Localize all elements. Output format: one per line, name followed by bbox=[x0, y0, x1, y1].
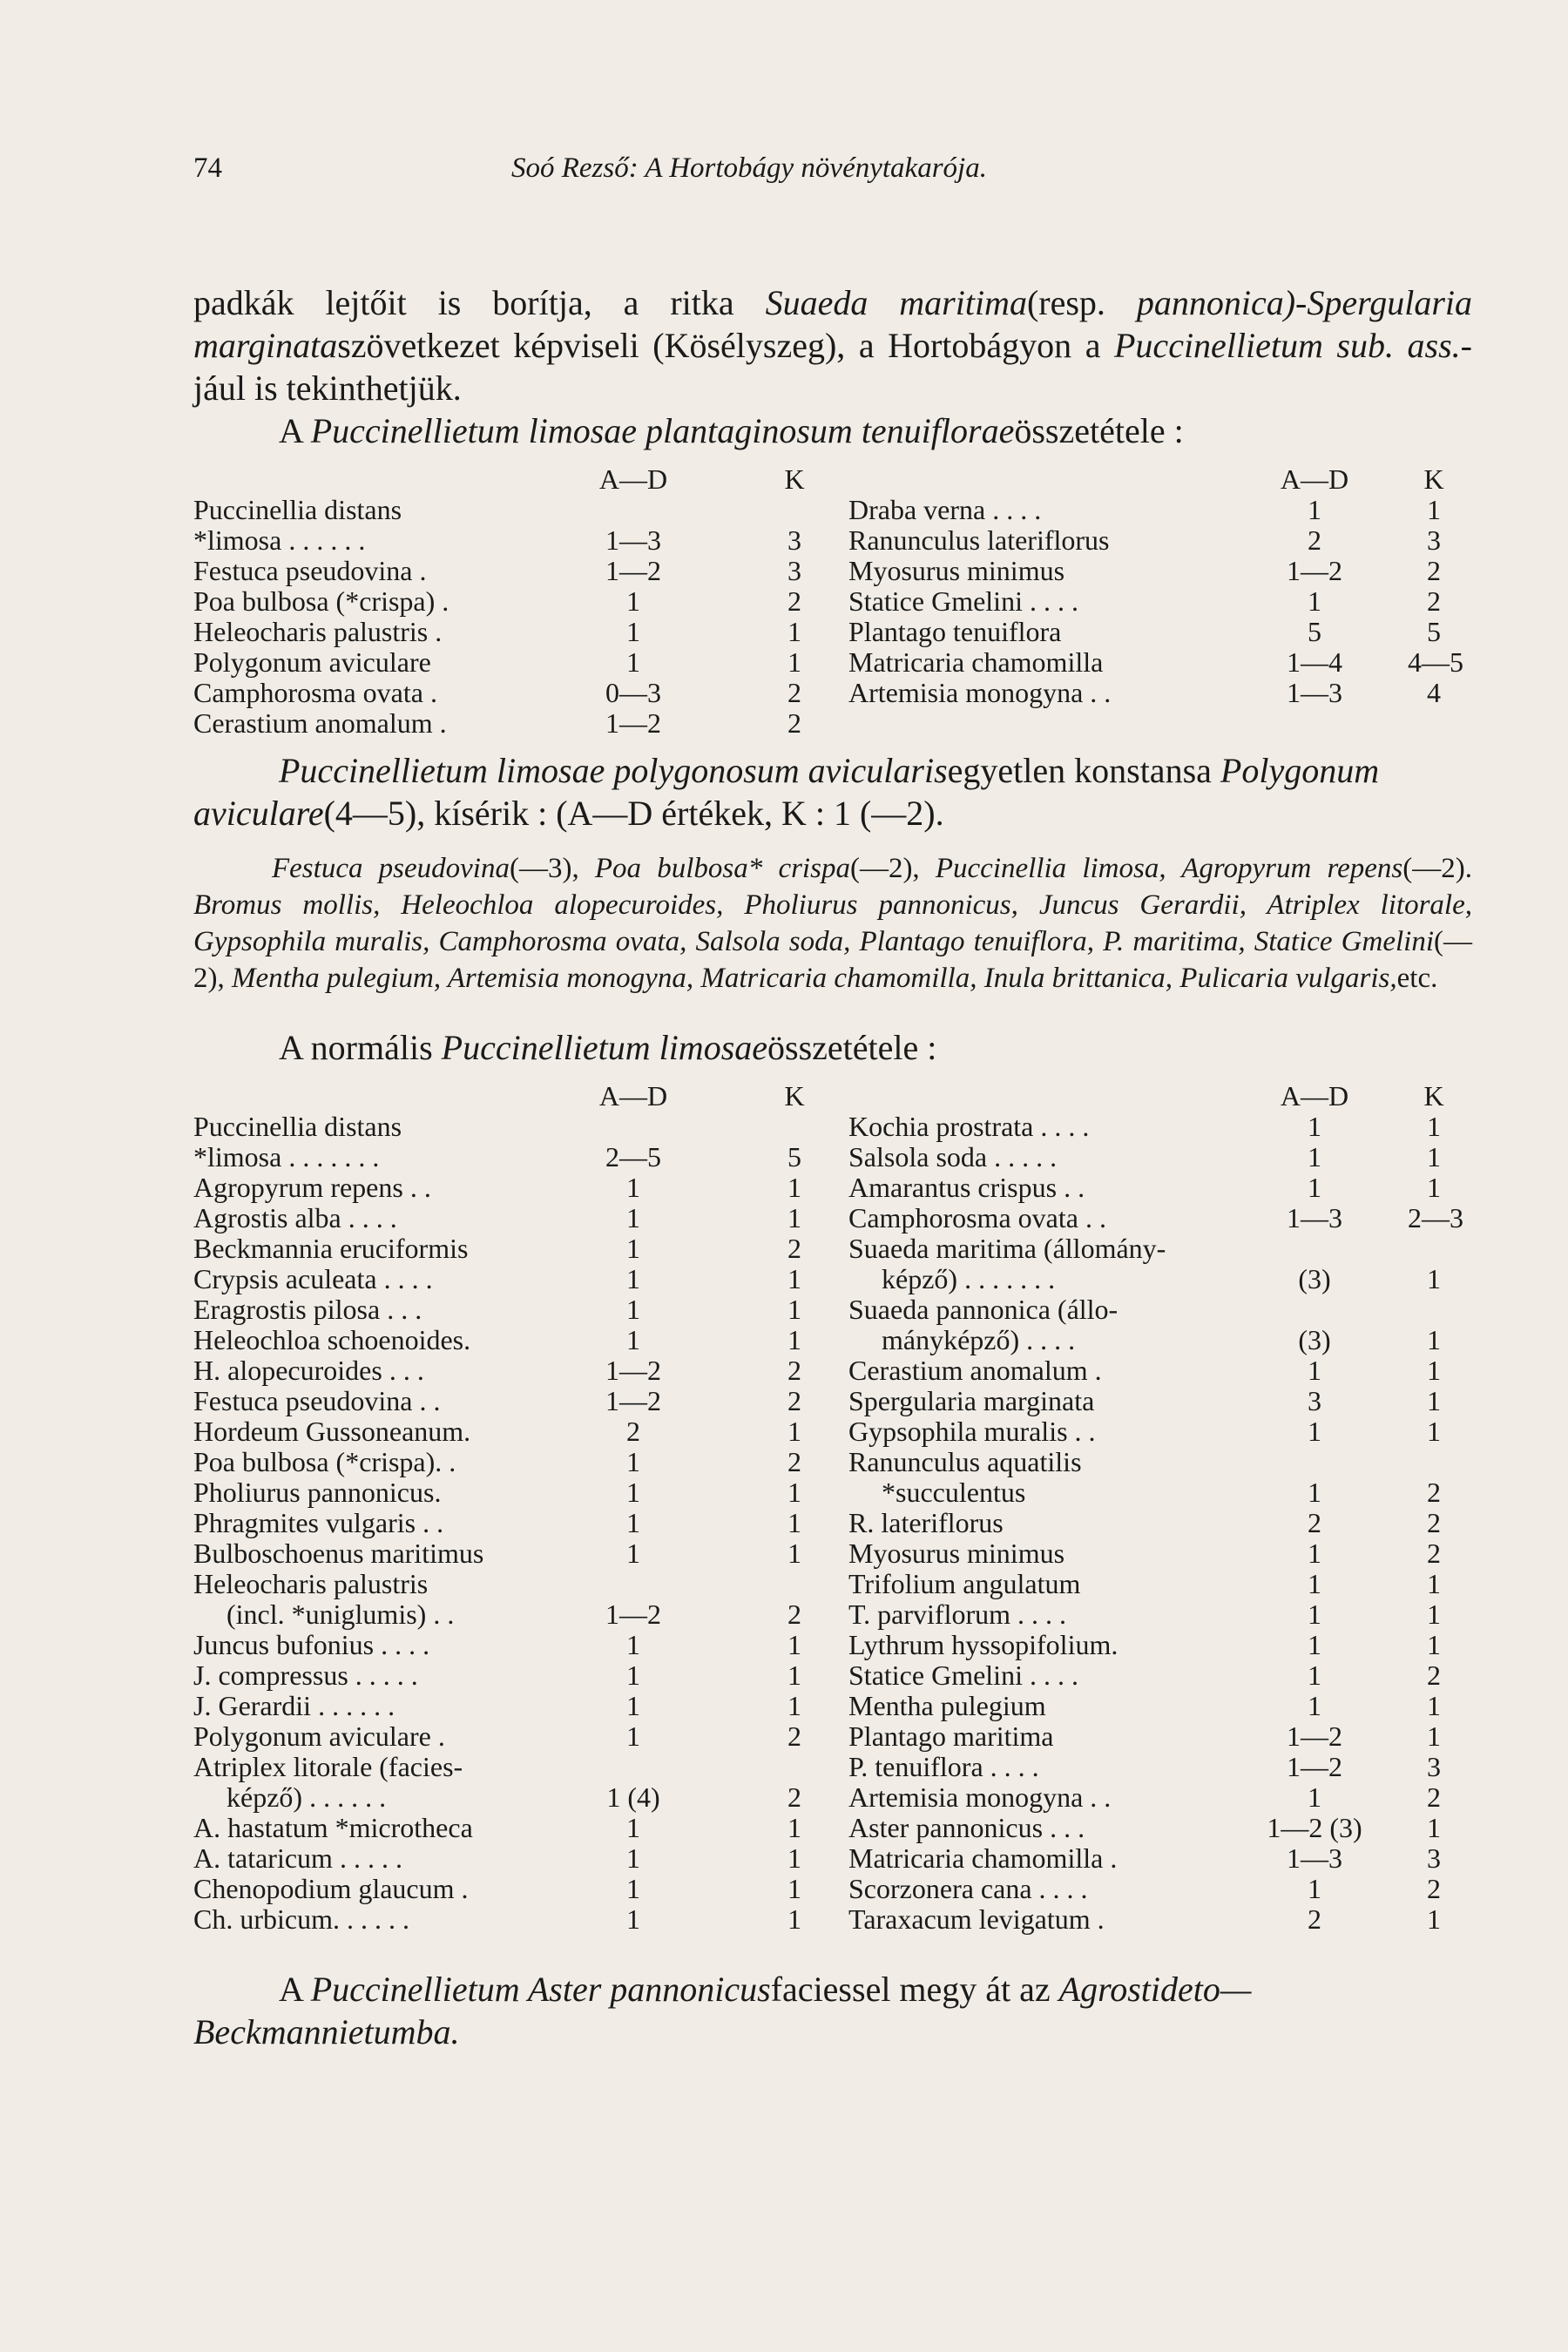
species-name: (incl. *uniglumis) . . bbox=[226, 1598, 455, 1630]
table1-left-column bbox=[193, 464, 829, 739]
species-name: Plantago tenuiflora bbox=[848, 616, 1062, 647]
k-value: 2 bbox=[787, 1233, 801, 1264]
table-row bbox=[848, 1477, 1472, 1508]
ad-value: (3) bbox=[1298, 1263, 1331, 1294]
col-header-ad: A—D bbox=[598, 1080, 668, 1112]
table-row bbox=[848, 1660, 1472, 1691]
ad-value: 1 bbox=[626, 1477, 640, 1508]
table-row bbox=[848, 678, 1472, 708]
ad-value: (3) bbox=[1298, 1324, 1331, 1355]
table-row bbox=[848, 647, 1472, 678]
ad-value: 1 bbox=[626, 1202, 640, 1233]
species-name: P. tenuiflora . . . . bbox=[848, 1751, 1039, 1782]
k-value: 2 bbox=[787, 1446, 801, 1477]
ad-value: 1 bbox=[1308, 1538, 1321, 1569]
k-value: 2 bbox=[787, 677, 801, 708]
species-name: Spergularia marginata bbox=[848, 1385, 1095, 1416]
k-value: 3 bbox=[1427, 1751, 1441, 1782]
species-name: Myosurus minimus bbox=[848, 1538, 1065, 1569]
table-row bbox=[848, 1355, 1472, 1386]
k-value: 1 bbox=[787, 646, 801, 678]
species-name: Poa bulbosa (*crispa) . bbox=[193, 585, 449, 617]
ad-value: 1—2 bbox=[605, 1355, 661, 1386]
table-row bbox=[848, 525, 1472, 556]
ad-value: 1 bbox=[626, 616, 640, 647]
table-row bbox=[193, 1508, 829, 1538]
table-row bbox=[848, 1813, 1472, 1843]
ad-value: 1 bbox=[1308, 1416, 1321, 1447]
table2-right-column bbox=[848, 1081, 1472, 1935]
table-row bbox=[848, 1752, 1472, 1782]
species-name: A. tataricum . . . . . bbox=[193, 1842, 402, 1874]
ad-value: 1 bbox=[1308, 1477, 1321, 1508]
table-row bbox=[193, 1538, 829, 1569]
species-name: Heleocharis palustris . bbox=[193, 616, 443, 647]
table-row bbox=[193, 1843, 829, 1874]
ad-value: 1 bbox=[626, 1842, 640, 1874]
ad-value: 1—4 bbox=[1287, 646, 1342, 678]
k-value: 1 bbox=[1427, 1690, 1441, 1721]
k-value: 2 bbox=[1427, 1538, 1441, 1569]
k-value: 1 bbox=[1427, 1355, 1441, 1386]
species-name: Eragrostis pilosa . . . bbox=[193, 1294, 422, 1325]
k-value: 1 bbox=[787, 1172, 801, 1203]
k-value: 1 bbox=[1427, 1416, 1441, 1447]
species-name: Agropyrum repens . . bbox=[193, 1172, 431, 1203]
species-name: Ranunculus aquatilis bbox=[848, 1446, 1082, 1477]
species-name: *succulentus bbox=[882, 1477, 1026, 1508]
k-value: 3 bbox=[1427, 524, 1441, 556]
k-value: 1 bbox=[787, 1538, 801, 1569]
table-row bbox=[193, 1355, 829, 1386]
k-value: 2 bbox=[787, 1781, 801, 1813]
ad-value: 1 bbox=[626, 1172, 640, 1203]
table-row bbox=[848, 1416, 1472, 1447]
ad-value: 1—3 bbox=[1287, 677, 1342, 708]
ad-value: 1 bbox=[1308, 1659, 1321, 1691]
col-header-k: K bbox=[1423, 463, 1444, 495]
species-name: Polygonum aviculare bbox=[193, 646, 431, 678]
table-row bbox=[848, 1630, 1472, 1660]
k-value: 1 bbox=[1427, 1172, 1441, 1203]
table-row bbox=[848, 1904, 1472, 1935]
ad-value: 1 bbox=[626, 1629, 640, 1660]
species-name: Lythrum hyssopifolium. bbox=[848, 1629, 1119, 1660]
table-plantaginosum bbox=[193, 464, 1472, 739]
table2-heading: A normális Puccinellietum limosaeösszetétele : bbox=[279, 1028, 937, 1067]
k-value: 2 bbox=[1427, 555, 1441, 586]
k-value: 2 bbox=[1427, 1477, 1441, 1508]
species-name: Ranunculus lateriflorus bbox=[848, 524, 1110, 556]
ad-value: 1 bbox=[626, 1233, 640, 1264]
table-row bbox=[193, 525, 829, 556]
table-row bbox=[193, 1173, 829, 1203]
species-name: Phragmites vulgaris . . bbox=[193, 1507, 444, 1538]
table1-right-column bbox=[848, 464, 1472, 708]
species-name: *limosa . . . . . . . bbox=[193, 1141, 380, 1173]
table-row bbox=[193, 1569, 829, 1599]
k-value: 1 bbox=[787, 1690, 801, 1721]
species-name: Mentha pulegium bbox=[848, 1690, 1046, 1721]
ad-value: 1 bbox=[626, 585, 640, 617]
species-name: Agrostis alba . . . . bbox=[193, 1202, 397, 1233]
k-value: 1 bbox=[1427, 494, 1441, 525]
k-value: 1 bbox=[1427, 1263, 1441, 1294]
k-value: 3 bbox=[787, 555, 801, 586]
k-value: 1 bbox=[787, 1263, 801, 1294]
species-name: Beckmannia eruciformis bbox=[193, 1233, 469, 1264]
col-header-ad: A—D bbox=[1280, 463, 1349, 495]
ad-value: 1 bbox=[1308, 1629, 1321, 1660]
ad-value: 1—3 bbox=[605, 524, 661, 556]
species-name: Pholiurus pannonicus. bbox=[193, 1477, 442, 1508]
table-row bbox=[193, 1782, 829, 1813]
species-name: Amarantus crispus . . bbox=[848, 1172, 1085, 1203]
ad-value: 1 bbox=[1308, 1111, 1321, 1142]
k-value: 1 bbox=[1427, 1324, 1441, 1355]
table-row bbox=[193, 556, 829, 586]
species-name: képző) . . . . . . bbox=[226, 1781, 387, 1813]
species-name: Festuca pseudovina . . bbox=[193, 1385, 441, 1416]
k-value: 2 bbox=[787, 1720, 801, 1752]
ad-value: 1 bbox=[1308, 1598, 1321, 1630]
intro-paragraph: padkák lejtőit is borítja, a ritka Suaeda maritima(resp. pannonica)-Spergularia marginataszövetkezet képviseli (Kösélyszeg), a Hortobágyon a Puccinellietum sub. ass.-jául is tekinthetjük. bbox=[193, 283, 1472, 408]
col-header-ad: A—D bbox=[1280, 1080, 1349, 1112]
table-row bbox=[193, 1203, 829, 1233]
ad-value: 1 bbox=[1308, 1781, 1321, 1813]
ad-value: 1 bbox=[626, 1720, 640, 1752]
table-row bbox=[193, 1477, 829, 1508]
table-row bbox=[193, 1691, 829, 1721]
col-header-ad: A—D bbox=[598, 463, 668, 495]
ad-value: 1 bbox=[626, 1538, 640, 1569]
table-row bbox=[193, 1630, 829, 1660]
table-row bbox=[193, 1325, 829, 1355]
table-row bbox=[848, 1569, 1472, 1599]
table-row bbox=[848, 1203, 1472, 1233]
k-value: 1 bbox=[1427, 1812, 1441, 1843]
table-row bbox=[193, 1142, 829, 1173]
table-row bbox=[193, 495, 829, 525]
ad-value: 1—3 bbox=[1287, 1842, 1342, 1874]
col-header-k: K bbox=[784, 1080, 805, 1112]
ad-value: 1 bbox=[626, 1812, 640, 1843]
table-row bbox=[193, 1660, 829, 1691]
table2-left-column bbox=[193, 1081, 829, 1935]
k-value: 1 bbox=[1427, 1598, 1441, 1630]
ad-value: 1 bbox=[626, 1690, 640, 1721]
k-value: 1 bbox=[787, 1324, 801, 1355]
ad-value: 1—2 (3) bbox=[1267, 1812, 1362, 1843]
running-header bbox=[193, 152, 1472, 205]
table-row bbox=[193, 1721, 829, 1752]
ad-value: 1 bbox=[1308, 1355, 1321, 1386]
species-name: Artemisia monogyna . . bbox=[848, 1781, 1112, 1813]
closing-paragraph: A Puccinellietum Aster pannonicusfaciessel megy át az Agrostideto—Beckmannietumba. bbox=[193, 1970, 1252, 2051]
k-value: 1 bbox=[787, 1416, 801, 1447]
ad-value: 1 bbox=[1308, 1873, 1321, 1904]
species-name: J. Gerardii . . . . . . bbox=[193, 1690, 395, 1721]
table-row bbox=[193, 1416, 829, 1447]
k-value: 1 bbox=[787, 1202, 801, 1233]
species-name: Juncus bufonius . . . . bbox=[193, 1629, 430, 1660]
table-row bbox=[193, 647, 829, 678]
table-row bbox=[848, 1508, 1472, 1538]
k-value: 1 bbox=[1427, 1629, 1441, 1660]
table-row bbox=[848, 617, 1472, 647]
k-value: 1 bbox=[787, 1842, 801, 1874]
k-value: 2 bbox=[787, 1598, 801, 1630]
ad-value: 1 bbox=[626, 1873, 640, 1904]
ad-value: 1—2 bbox=[1287, 1720, 1342, 1752]
species-name: Polygonum aviculare . bbox=[193, 1720, 445, 1752]
table-row bbox=[848, 1843, 1472, 1874]
table-row bbox=[193, 617, 829, 647]
species-name: Puccinellia distans bbox=[193, 1111, 402, 1142]
table-row bbox=[193, 1813, 829, 1843]
table-row bbox=[193, 708, 829, 739]
species-name: Draba verna . . . . bbox=[848, 494, 1042, 525]
species-name: Salsola soda . . . . . bbox=[848, 1141, 1058, 1173]
ad-value: 1 (4) bbox=[606, 1781, 660, 1813]
species-name: Plantago maritima bbox=[848, 1720, 1054, 1752]
species-name: Matricaria chamomilla bbox=[848, 646, 1104, 678]
ad-value: 1 bbox=[626, 1263, 640, 1294]
species-name: Heleochloa schoenoides. bbox=[193, 1324, 471, 1355]
k-value: 1 bbox=[787, 1812, 801, 1843]
table-row bbox=[848, 1691, 1472, 1721]
table-row bbox=[193, 1447, 829, 1477]
table-row bbox=[193, 1752, 829, 1782]
table-row bbox=[848, 1721, 1472, 1752]
species-list: Festuca pseudovina(—3), Poa bulbosa* crispa(—2), Puccinellia limosa, Agropyrum repens(—2). Bromus mollis, Heleochloa alopecuroides, Pholiurus pannonicus, Juncus Gerardii, Atriplex litorale, Gypsophila muralis, Camphorosma ovata, Salsola soda, Plantago tenuiflora, P. maritima, Statice Gmelini(—2), Mentha pulegium, Artemisia monogyna, Matricaria chamomilla, Inula brittanica, Pulicaria vulgaris,etc. bbox=[193, 853, 1472, 994]
species-name: Trifolium angulatum bbox=[848, 1568, 1081, 1599]
ad-value: 1 bbox=[626, 1903, 640, 1935]
k-value: 3 bbox=[1427, 1842, 1441, 1874]
k-value: 2 bbox=[787, 707, 801, 739]
species-name: Cerastium anomalum . bbox=[193, 707, 447, 739]
ad-value: 1—2 bbox=[1287, 1751, 1342, 1782]
table-row bbox=[848, 556, 1472, 586]
k-value: 2 bbox=[1427, 1781, 1441, 1813]
k-value: 1 bbox=[787, 1477, 801, 1508]
table-row bbox=[848, 1264, 1472, 1294]
species-name: Camphorosma ovata . . bbox=[848, 1202, 1106, 1233]
k-value: 1 bbox=[1427, 1141, 1441, 1173]
species-name: H. alopecuroides . . . bbox=[193, 1355, 424, 1386]
ad-value: 1 bbox=[626, 646, 640, 678]
k-value: 5 bbox=[787, 1141, 801, 1173]
species-name: Taraxacum levigatum . bbox=[848, 1903, 1105, 1935]
ad-value: 0—3 bbox=[605, 677, 661, 708]
species-name: Artemisia monogyna . . bbox=[848, 677, 1112, 708]
ad-value: 3 bbox=[1308, 1385, 1321, 1416]
page bbox=[193, 152, 1472, 2053]
ad-value: 1—2 bbox=[605, 555, 661, 586]
species-name: Atriplex litorale (facies- bbox=[193, 1751, 463, 1782]
ad-value: 1 bbox=[626, 1446, 640, 1477]
table-row bbox=[848, 1294, 1472, 1325]
species-name: Chenopodium glaucum . bbox=[193, 1873, 469, 1904]
k-value: 1 bbox=[787, 1507, 801, 1538]
k-value: 1 bbox=[787, 1659, 801, 1691]
table-row bbox=[848, 1233, 1472, 1264]
species-name: J. compressus . . . . . bbox=[193, 1659, 418, 1691]
k-value: 1 bbox=[1427, 1903, 1441, 1935]
species-name: Crypsis aculeata . . . . bbox=[193, 1263, 433, 1294]
species-name: A. hastatum *microtheca bbox=[193, 1812, 473, 1843]
table-row bbox=[193, 586, 829, 617]
k-value: 1 bbox=[787, 616, 801, 647]
k-value: 4 bbox=[1427, 677, 1441, 708]
polygonosum-paragraph: Puccinellietum limosae polygonosum avicularisegyetlen konstansa Polygonum aviculare(4—5), kísérik : (A—D értékek, K : 1 (—2). bbox=[193, 751, 1380, 833]
table-row bbox=[848, 586, 1472, 617]
ad-value: 1 bbox=[626, 1294, 640, 1325]
k-value: 2 bbox=[1427, 1873, 1441, 1904]
table-row bbox=[848, 1782, 1472, 1813]
ad-value: 1—2 bbox=[605, 707, 661, 739]
k-value: 2—3 bbox=[1408, 1202, 1463, 1233]
species-name: Festuca pseudovina . bbox=[193, 555, 427, 586]
ad-value: 2—5 bbox=[605, 1141, 661, 1173]
ad-value: 1—2 bbox=[605, 1385, 661, 1416]
ad-value: 1 bbox=[626, 1507, 640, 1538]
ad-value: 1 bbox=[626, 1659, 640, 1691]
ad-value: 1 bbox=[1308, 1141, 1321, 1173]
table-row bbox=[848, 495, 1472, 525]
species-name: képző) . . . . . . . bbox=[882, 1263, 1056, 1294]
k-value: 2 bbox=[787, 1385, 801, 1416]
ad-value: 2 bbox=[626, 1416, 640, 1447]
ad-value: 1 bbox=[1308, 585, 1321, 617]
ad-value: 1 bbox=[1308, 1568, 1321, 1599]
table-row bbox=[848, 1874, 1472, 1904]
species-name: Gypsophila muralis . . bbox=[848, 1416, 1096, 1447]
table-row bbox=[848, 1599, 1472, 1630]
table-row bbox=[193, 1599, 829, 1630]
table-row bbox=[848, 1447, 1472, 1477]
k-value: 1 bbox=[1427, 1385, 1441, 1416]
table-row bbox=[193, 1386, 829, 1416]
ad-value: 1 bbox=[1308, 1172, 1321, 1203]
species-name: Kochia prostrata . . . . bbox=[848, 1111, 1090, 1142]
species-name: Cerastium anomalum . bbox=[848, 1355, 1102, 1386]
table-row bbox=[193, 1233, 829, 1264]
page-number: 74 bbox=[193, 152, 222, 184]
table-row bbox=[193, 1904, 829, 1935]
k-value: 4—5 bbox=[1408, 646, 1463, 678]
species-name: R. lateriflorus bbox=[848, 1507, 1004, 1538]
ad-value: 5 bbox=[1308, 616, 1321, 647]
species-name: Puccinellia distans bbox=[193, 494, 402, 525]
ad-value: 1 bbox=[1308, 494, 1321, 525]
species-name: Suaeda pannonica (állo- bbox=[848, 1294, 1119, 1325]
species-name: Hordeum Gussoneanum. bbox=[193, 1416, 471, 1447]
species-name: Bulboschoenus maritimus bbox=[193, 1538, 484, 1569]
k-value: 2 bbox=[1427, 585, 1441, 617]
k-value: 1 bbox=[787, 1903, 801, 1935]
species-name: Ch. urbicum. . . . . . bbox=[193, 1903, 409, 1935]
species-name: Scorzonera cana . . . . bbox=[848, 1873, 1088, 1904]
ad-value: 2 bbox=[1308, 524, 1321, 556]
species-name: Myosurus minimus bbox=[848, 555, 1065, 586]
ad-value: 1—3 bbox=[1287, 1202, 1342, 1233]
k-value: 1 bbox=[787, 1873, 801, 1904]
ad-value: 2 bbox=[1308, 1507, 1321, 1538]
table-normal-puccinellietum bbox=[193, 1081, 1472, 1935]
species-name: Aster pannonicus . . . bbox=[848, 1812, 1085, 1843]
k-value: 1 bbox=[787, 1294, 801, 1325]
ad-value: 1 bbox=[626, 1324, 640, 1355]
col-header-k: K bbox=[784, 463, 805, 495]
species-name: Camphorosma ovata . bbox=[193, 677, 437, 708]
table-row bbox=[193, 678, 829, 708]
table1-heading: A Puccinellietum limosae plantaginosum tenuifloraeösszetétele : bbox=[279, 411, 1184, 450]
k-value: 1 bbox=[787, 1629, 801, 1660]
table-row bbox=[848, 1538, 1472, 1569]
k-value: 5 bbox=[1427, 616, 1441, 647]
species-name: Statice Gmelini . . . . bbox=[848, 1659, 1078, 1691]
k-value: 1 bbox=[1427, 1568, 1441, 1599]
k-value: 2 bbox=[1427, 1659, 1441, 1691]
table-row bbox=[848, 1112, 1472, 1142]
species-name: Suaeda maritima (állomány- bbox=[848, 1233, 1166, 1264]
table-row bbox=[848, 1386, 1472, 1416]
k-value: 2 bbox=[787, 1355, 801, 1386]
table-row bbox=[193, 1874, 829, 1904]
ad-value: 1—2 bbox=[1287, 555, 1342, 586]
species-name: Statice Gmelini . . . . bbox=[848, 585, 1078, 617]
species-name: mányképző) . . . . bbox=[882, 1324, 1076, 1355]
species-name: Matricaria chamomilla . bbox=[848, 1842, 1118, 1874]
species-name: Poa bulbosa (*crispa). . bbox=[193, 1446, 456, 1477]
species-name: T. parviflorum . . . . bbox=[848, 1598, 1067, 1630]
k-value: 3 bbox=[787, 524, 801, 556]
table-row bbox=[193, 1294, 829, 1325]
k-value: 1 bbox=[1427, 1111, 1441, 1142]
table-row bbox=[848, 1173, 1472, 1203]
k-value: 2 bbox=[787, 585, 801, 617]
table-row bbox=[848, 1142, 1472, 1173]
k-value: 2 bbox=[1427, 1507, 1441, 1538]
running-title: Soó Rezső: A Hortobágy növénytakarója. bbox=[511, 152, 987, 184]
species-name: *limosa . . . . . . bbox=[193, 524, 366, 556]
table-row bbox=[193, 1112, 829, 1142]
ad-value: 1—2 bbox=[605, 1598, 661, 1630]
k-value: 1 bbox=[1427, 1720, 1441, 1752]
ad-value: 2 bbox=[1308, 1903, 1321, 1935]
species-name: Heleocharis palustris bbox=[193, 1568, 429, 1599]
col-header-k: K bbox=[1423, 1080, 1444, 1112]
ad-value: 1 bbox=[1308, 1690, 1321, 1721]
table-row bbox=[848, 1325, 1472, 1355]
table-row bbox=[193, 1264, 829, 1294]
